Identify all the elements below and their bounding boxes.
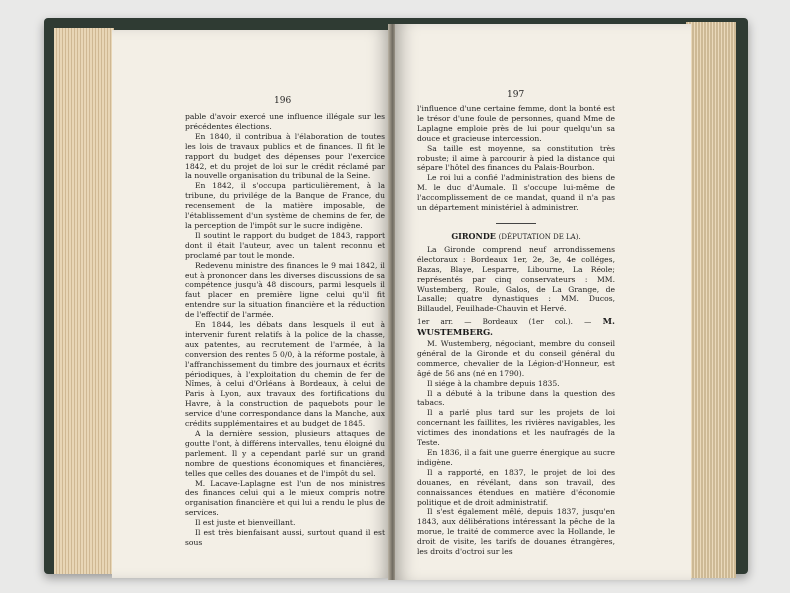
right-paragraph: Sa taille est moyenne, sa constitution très robuste; il aime à parcourir à pied la distance qui sépare l'hôtel des finances du Palais-Bourbon. [417,143,615,173]
section-title: GIRONDE [451,230,496,241]
page-edges-left [54,28,114,574]
left-paragraph: Il est très bienfaisant aussi, surtout quand il est sous [185,528,385,547]
right-page-text [417,104,615,557]
right-page-number: 197 [507,90,525,100]
right-paragraph: Il s'est également mêlé, depuis 1837, jusqu'en 1843, aux délibérations intéressant la pêche de la morue, le traité de commerce avec la Hollande, le droit de visite, les tarifs de douanes étrangères, les droits d'octroi sur les [417,507,615,557]
left-page-number: 196 [274,96,292,106]
right-paragraph: Il a parlé plus tard sur les projets de loi concernant les faillites, les rivières navigables, les victimes des inondations et les naufragés de la Teste. [417,408,615,448]
section-heading [417,232,615,243]
left-paragraph: pable d'avoir exercé une influence illégale sur les précédentes élections. [185,112,385,131]
left-paragraph: En 1840, il contribua à l'élaboration de toutes les lois de travaux publics et de finances. Il fit le rapport du budget des dépenses pour l'exercice 1842, et du projet de loi sur le crédit réclamé par la nouvelle organisation du tribunal de la Seine. [185,131,385,181]
left-page [112,30,390,578]
left-paragraph: En 1842, il s'occupa particulièrement, à la tribune, du privilége de la Banque de France, du recensement de la matière imposable, de l'établissement d'un système de chemins de fer, de la perception de l'impôt sur le sucre indigène. [185,181,385,230]
right-paragraph: M. Wustemberg, négociant, membre du conseil général de la Gironde et du conseil général du commerce, chevalier de la Légion-d'Honneur, est âgé de 56 ans (né en 1790). [417,339,615,378]
right-paragraph: l'influence d'une certaine femme, dont la bonté est le trésor d'une foule de personnes, quand Mme de Laplagne emploie près de lui pour quelqu'un sa douce et gracieuse intercession. [417,104,615,143]
right-page [395,24,691,580]
section-subtitle: (DÉPUTATION DE LA). [498,232,581,241]
deputy-line [417,317,615,339]
right-paragraph: Il siége à la chambre depuis 1835. [427,378,560,388]
left-paragraph: Il est juste et bienveillant. [195,518,296,528]
right-paragraph: Il a débuté à la tribune dans la question des tabacs. [417,388,615,408]
right-paragraph: Il a rapporté, en 1837, le projet de loi des douanes, en révélant, dans son travail, des connaissances étendues en matière d'économie politique et de droit administratif. [417,467,615,507]
left-paragraph: M. Lacave-Laplagne est l'un de nos ministres des finances celui qui a le mieux compris notre organisation financière et qui lui a rendu le plus de services. [185,478,385,518]
left-page-text [185,112,385,548]
left-paragraph: Redevenu ministre des finances le 9 mai 1842, il eut à prononcer dans les diverses discussions de sa compétence jusqu'à 48 discours, parmi lesquels il faut placer en première ligne celui qu'il fit entendre sur la situation financière et la réduction de l'effectif de l'armée. [185,260,385,320]
left-paragraph: Il soutint le rapport du budget de 1843, rapport dont il était l'auteur, avec un talent reconnu et proclamé par tout le monde. [185,230,385,260]
section-divider [496,223,536,224]
right-paragraph: En 1836, il a fait une guerre énergique au sucre indigène. [417,448,615,467]
deputy-line-prefix: 1er arr. — Bordeaux (1er col.). — [417,317,592,327]
right-paragraph: Le roi lui a confié l'administration des biens de M. le duc d'Aumale. Il s'occupe lui-même de l'accomplissement de ce mandat, quand il n'a pas un département ministériel à administrer. [417,173,615,213]
page-edges-right [686,22,736,578]
deputy-name: M. WUSTEMBERG. [417,317,615,339]
left-paragraph: A la dernière session, plusieurs attaques de goutte l'ont, à différens intervalles, tenu éloigné du parlement. Il y a cependant parlé sur un grand nombre de questions économiques et financières, telles que celles des douanes et de l'impôt du sel. [185,429,385,478]
section-intro: La Gironde comprend neuf arrondissemens électoraux : Bordeaux 1er, 2e, 3e, 4e colléges, Bazas, Blaye, Lesparre, Libourne, La Réole; représentés par cinq conservateurs : MM. Wustemberg, Roule, Galos, de La Grange, de Lasalle; quatre dynastiques : MM. Ducos, Billaudel, Feuilhade-Chauvin et Hervé. [417,244,615,314]
left-paragraph: En 1844, les débats dans lesquels il eut à intervenir furent relatifs à la police de la chasse, aux patentes, au recrutement de l'armée, à la conversion des rentes 5 0/0, à la réforme postale, à l'affranchissement du timbre des journaux et écrits périodiques, à l'exploitation du chemin de fer de Nîmes, à celui d'Orléans à Bordeaux, à celui de Paris à Lyon, aux travaux des fortifications du Havre, à la construction de paquebots pour le service d'une correspondance dans la Manche, aux crédits supplémentaires et au budget de 1845. [185,320,385,429]
